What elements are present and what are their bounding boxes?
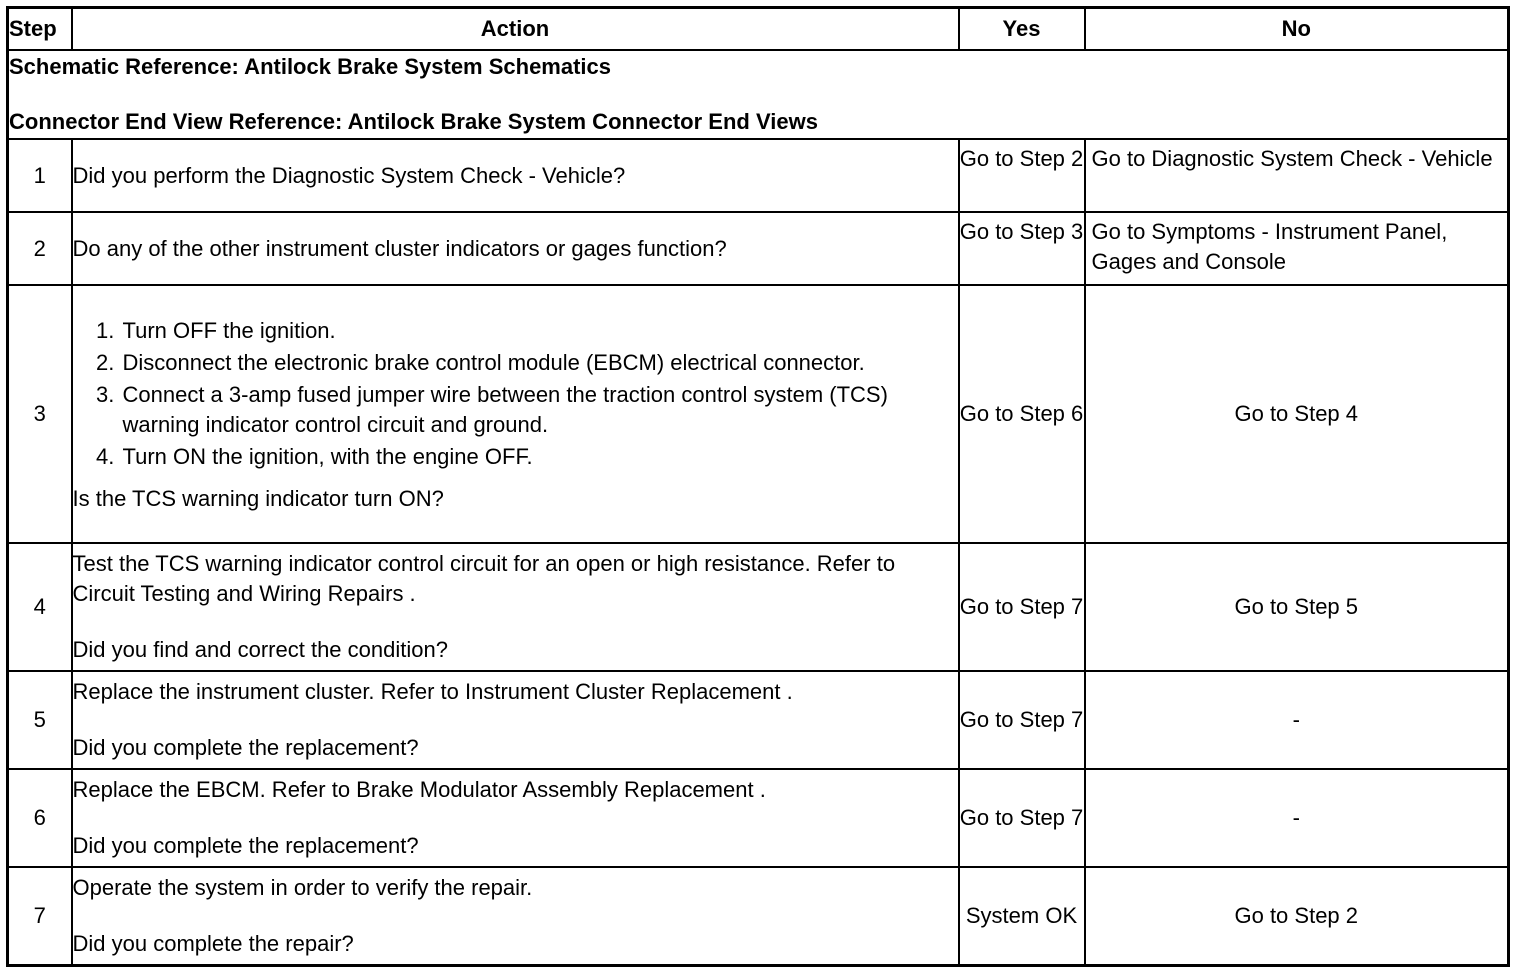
question-text: Did you complete the repair? bbox=[72, 931, 354, 957]
table-row bbox=[8, 671, 1509, 769]
header-row bbox=[8, 8, 1509, 51]
action-cell bbox=[72, 285, 959, 543]
no-result: - bbox=[1085, 671, 1509, 769]
substep-item: 1. Turn OFF the ignition. bbox=[121, 316, 958, 346]
action-cell bbox=[72, 543, 959, 671]
table-row bbox=[8, 285, 1509, 543]
step-number: 3 bbox=[8, 285, 72, 543]
substep-item: 4. Turn ON the ignition, with the engine OFF. bbox=[121, 442, 958, 472]
action-text: Test the TCS warning indicator control circuit for an open or high resistance. Refer to Circuit Testing and Wiring Repairs . bbox=[72, 551, 896, 607]
substep-item: 2. Disconnect the electronic brake control module (EBCM) electrical connector. bbox=[121, 348, 958, 378]
step-number: 1 bbox=[8, 139, 72, 212]
question-text: Did you find and correct the condition? bbox=[72, 637, 448, 663]
no-result: Go to Step 5 bbox=[1085, 543, 1509, 671]
table-row bbox=[8, 543, 1509, 671]
yes-result: System OK bbox=[959, 867, 1085, 965]
substep-list bbox=[73, 316, 958, 472]
action-text: Replace the EBCM. Refer to Brake Modulator Assembly Replacement . bbox=[72, 777, 766, 803]
reference-row bbox=[8, 50, 1509, 139]
no-result: - bbox=[1085, 769, 1509, 867]
yes-result: Go to Step 2 bbox=[959, 139, 1085, 212]
header-yes: Yes bbox=[959, 8, 1085, 51]
substep-item: 3. Connect a 3-amp fused jumper wire between the traction control system (TCS) warning indicator control circuit and ground. bbox=[121, 380, 958, 440]
step-number: 4 bbox=[8, 543, 72, 671]
schematic-reference: Schematic Reference: Antilock Brake System Schematics bbox=[9, 54, 612, 80]
action-cell bbox=[72, 671, 959, 769]
step-number: 2 bbox=[8, 212, 72, 285]
action-cell bbox=[72, 867, 959, 965]
action-text: Operate the system in order to verify the repair. bbox=[72, 875, 533, 901]
table-row bbox=[8, 212, 1509, 285]
header-no: No bbox=[1085, 8, 1509, 51]
table-row bbox=[8, 867, 1509, 965]
yes-result: Go to Step 7 bbox=[959, 769, 1085, 867]
question-text: Did you complete the replacement? bbox=[72, 833, 419, 859]
yes-result: Go to Step 6 bbox=[959, 285, 1085, 543]
header-step: Step bbox=[8, 8, 72, 51]
header-action: Action bbox=[72, 8, 959, 51]
no-result: Go to Step 2 bbox=[1085, 867, 1509, 965]
question-text: Is the TCS warning indicator turn ON? bbox=[72, 485, 444, 511]
action-cell bbox=[72, 769, 959, 867]
action-text: Did you perform the Diagnostic System Check - Vehicle? bbox=[72, 139, 959, 212]
yes-result: Go to Step 7 bbox=[959, 543, 1085, 671]
action-text: Replace the instrument cluster. Refer to Instrument Cluster Replacement . bbox=[72, 679, 793, 705]
yes-result: Go to Step 7 bbox=[959, 671, 1085, 769]
table-row bbox=[8, 769, 1509, 867]
diagnostic-table bbox=[6, 6, 1510, 967]
table-row bbox=[8, 139, 1509, 212]
step-number: 7 bbox=[8, 867, 72, 965]
yes-result: Go to Step 3 bbox=[959, 212, 1085, 285]
action-text: Do any of the other instrument cluster indicators or gages function? bbox=[72, 212, 959, 285]
question-text: Did you complete the replacement? bbox=[72, 735, 419, 761]
reference-cell bbox=[8, 50, 1509, 139]
step-number: 5 bbox=[8, 671, 72, 769]
no-result: Go to Symptoms - Instrument Panel, Gages and Console bbox=[1085, 212, 1509, 285]
connector-reference: Connector End View Reference: Antilock Brake System Connector End Views bbox=[9, 109, 818, 135]
no-result: Go to Step 4 bbox=[1085, 285, 1509, 543]
no-result: Go to Diagnostic System Check - Vehicle bbox=[1085, 139, 1509, 212]
step-number: 6 bbox=[8, 769, 72, 867]
